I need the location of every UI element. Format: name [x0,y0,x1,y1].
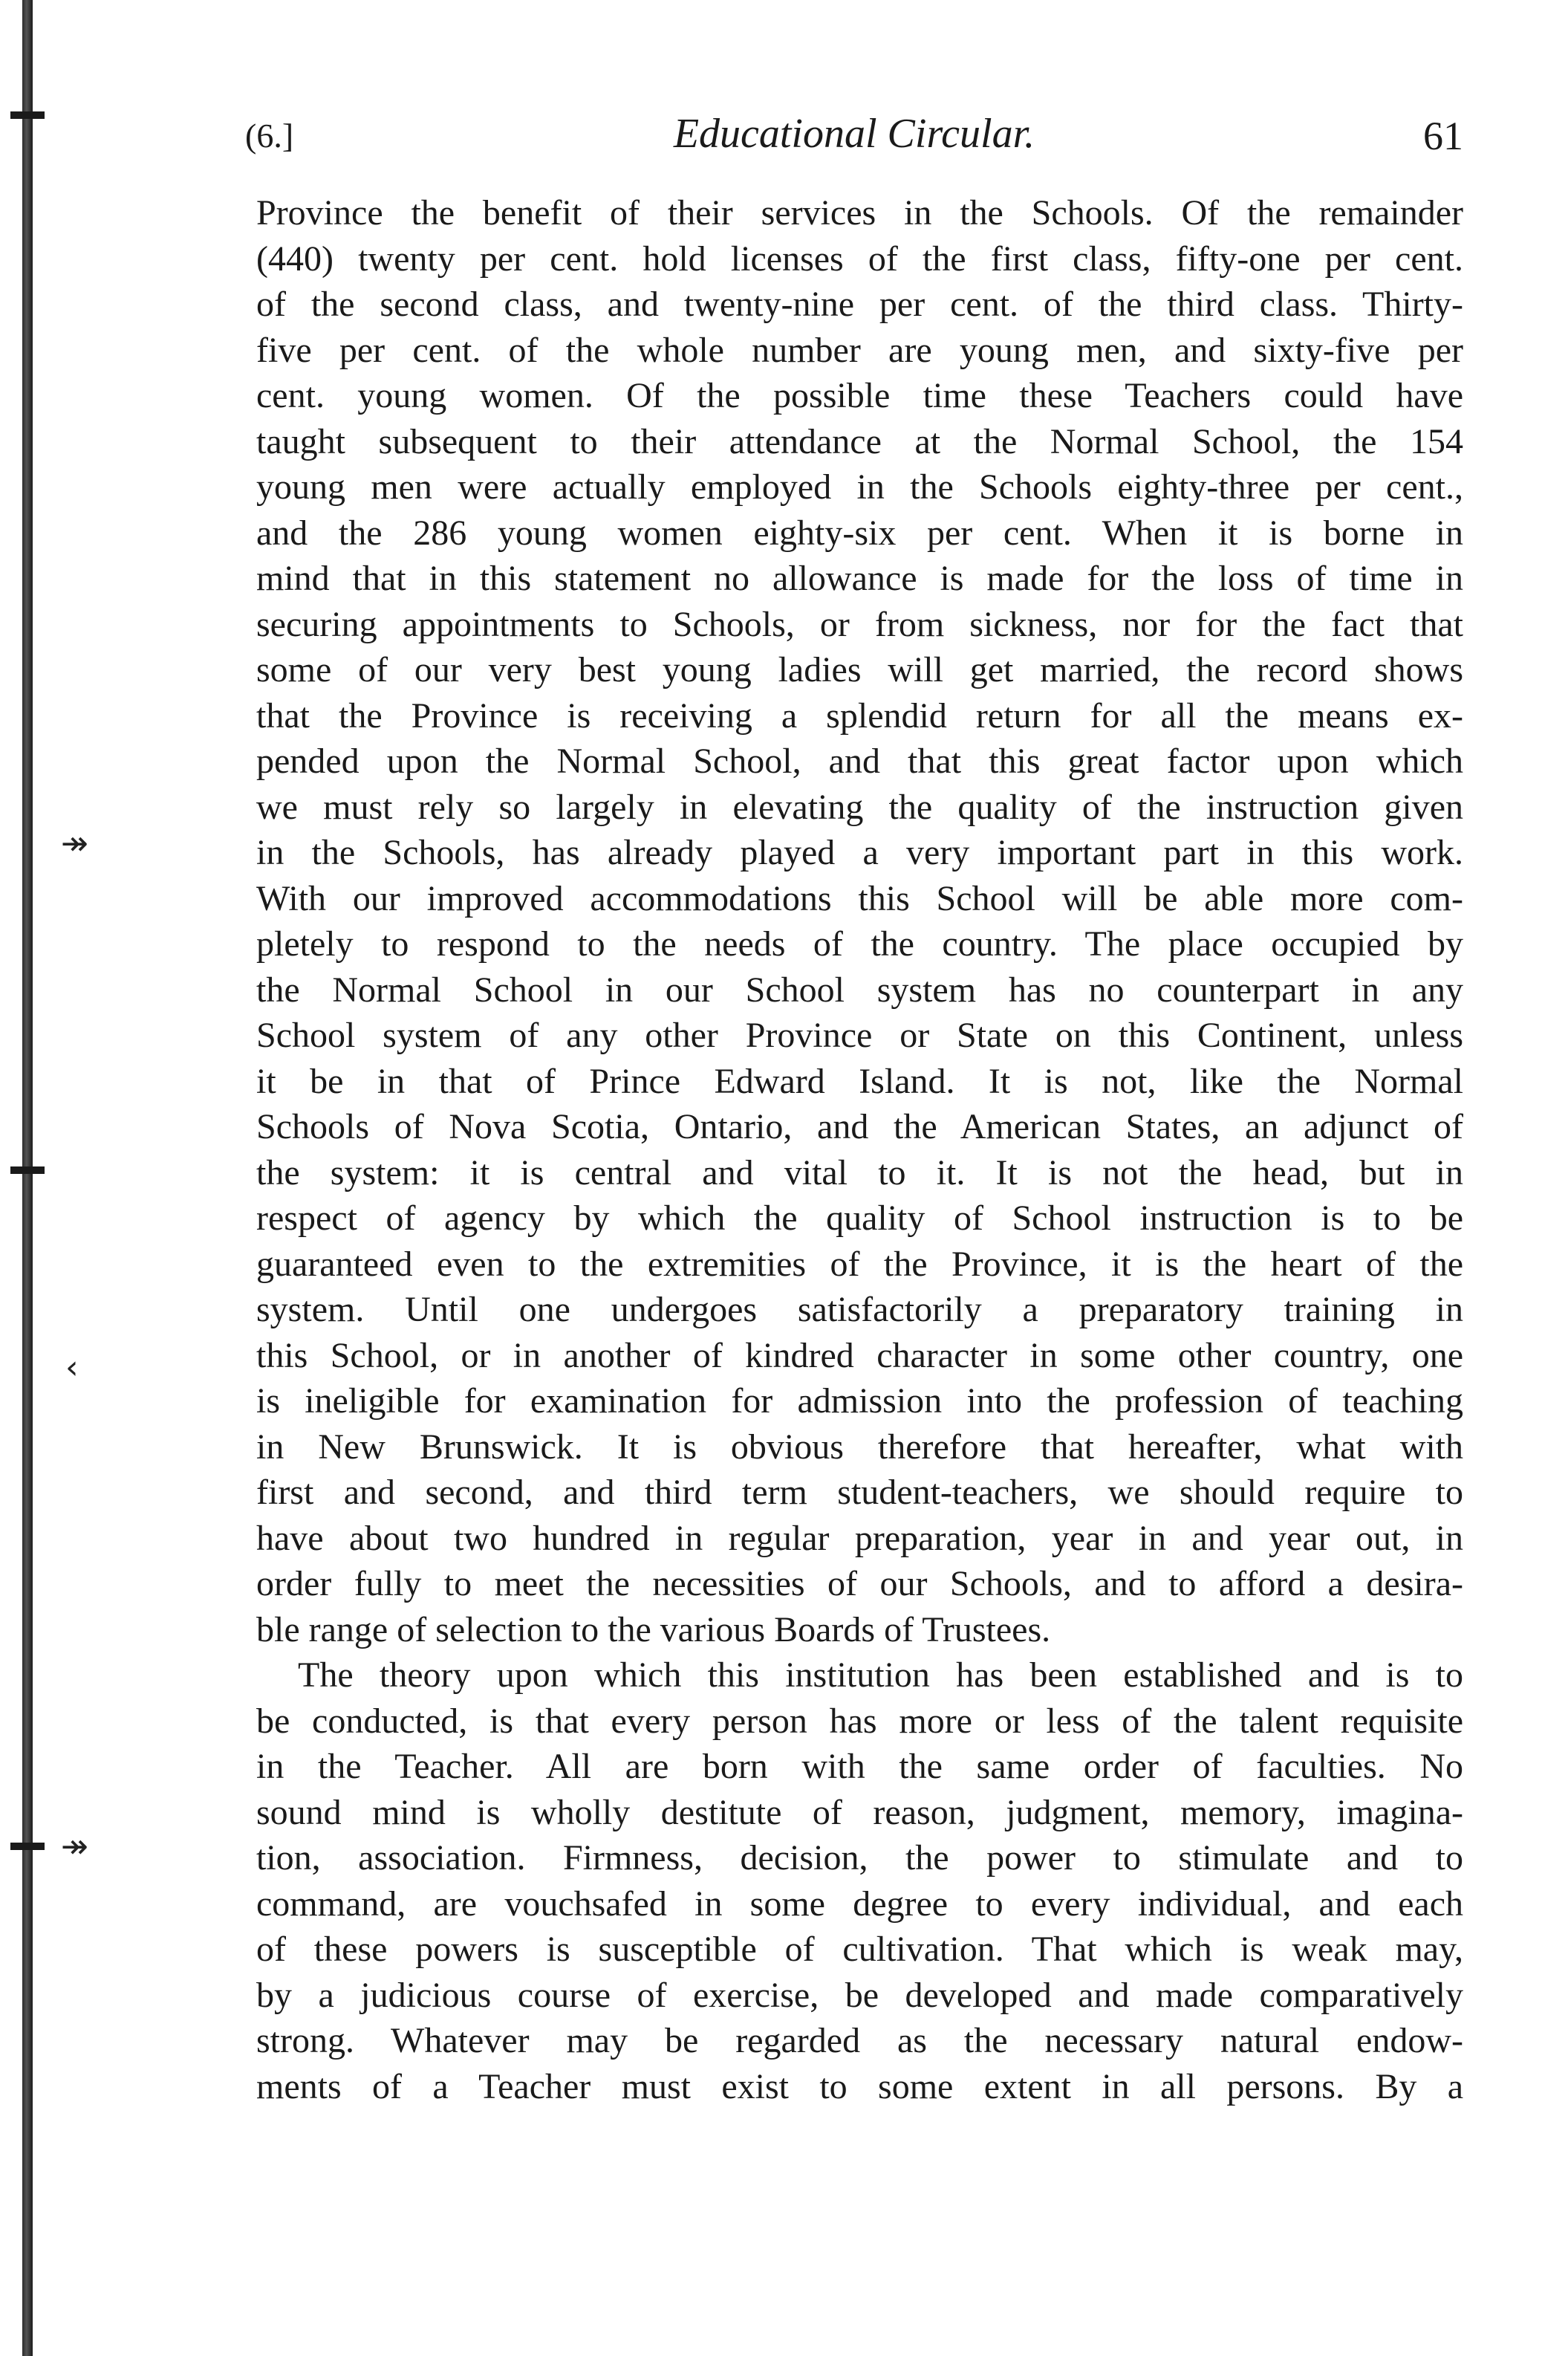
margin-arrow-icon: ‹ [65,1349,79,1386]
text-line: have about two hundred in regular preparation, year in and year out, in [256,1518,1463,1558]
text-line: School system of any other Province or State on this Continent, unless [256,1016,1463,1055]
text-line: taught subsequent to their attendance at the Normal School, the 154 [256,421,1463,461]
binding-tick-mark [10,1843,45,1850]
text-line: securing appointments to Schools, or from sickness, nor for the fact that [256,604,1463,644]
text-line: ments of a Teacher must exist to some extent in all persons. By a [256,2066,1463,2106]
text-line: it be in that of Prince Edward Island. It is not, like the Normal [256,1061,1463,1101]
text-line: first and second, and third term student-teachers, we should require to [256,1473,1463,1512]
text-line: strong. Whatever may be regarded as the necessary natural endow- [256,2021,1463,2060]
text-line: this School, or in another of kindred character in some other country, one [256,1335,1463,1375]
binding-tick-mark [10,1166,45,1174]
text-line: (440) twenty per cent. hold licenses of the first class, fifty-one per cent. [256,238,1463,279]
text-line: some of our very best young ladies will get married, the record shows [256,650,1463,689]
text-line: in the Schools, has already played a very important part in this work. [256,833,1463,872]
text-line: young men were actually employed in the Schools eighty-three per cent., [256,467,1463,507]
text-line: in New Brunswick. It is obvious therefore that hereafter, what with [256,1427,1463,1467]
text-line: The theory upon which this institution has been established and is to [298,1655,1463,1695]
running-header [245,110,1463,169]
page-number: 61 [1423,114,1463,158]
text-line: we must rely so largely in elevating the quality of the instruction given [256,787,1463,827]
text-line: five per cent. of the whole number are young men, and sixty-five per [256,330,1463,370]
text-line: of the second class, and twenty-nine per cent. of the third class. Thirty- [256,285,1463,324]
text-line: respect of agency by which the quality of School instruction is to be [256,1198,1463,1238]
text-line: tion, association. Firmness, decision, the power to stimulate and to [256,1838,1463,1878]
margin-arrow-icon: ↠ [61,1828,88,1866]
text-line: the Normal School in our School system has no counterpart in any [256,970,1463,1010]
text-line: in the Teacher. All are born with the same order of faculties. No [256,1747,1463,1786]
text-line: Province the benefit of their services in the Schools. Of the remainder [256,193,1463,233]
text-line: system. Until one undergoes satisfactorily a preparatory training in [256,1290,1463,1329]
section-number: (6.] [245,117,294,155]
text-line: be conducted, is that every person has more or less of the talent requisite [256,1701,1463,1741]
text-line: order fully to meet the necessities of our Schools, and to afford a desira- [256,1564,1463,1603]
binding-tick-mark [10,111,45,119]
text-line: the system: it is central and vital to it. It is not the head, but in [256,1152,1463,1192]
margin-arrow-icon: ↠ [61,825,88,863]
text-line: and the 286 young women eighty-six per cent. When it is borne in [256,513,1463,553]
text-line: mind that in this statement no allowance is made for the loss of time in [256,559,1463,598]
running-title: Educational Circular. [673,111,1035,157]
text-line: pletely to respond to the needs of the country. The place occupied by [256,924,1463,964]
body-text [256,190,1463,2109]
text-line: pended upon the Normal School, and that this great factor upon which [256,741,1463,781]
text-line: sound mind is wholly destitute of reason, judgment, memory, imagina- [256,1792,1463,1832]
text-line: by a judicious course of exercise, be developed and made comparatively [256,1975,1463,2015]
text-line: guaranteed even to the extremities of the Province, it is the heart of the [256,1244,1463,1284]
text-line: Schools of Nova Scotia, Ontario, and the American States, an adjunct of [256,1107,1463,1146]
text-line: With our improved accommodations this School will be able more com- [256,878,1463,918]
text-line: is ineligible for examination for admission into the profession of teaching [256,1381,1463,1421]
text-line: that the Province is receiving a splendid return for all the means ex- [256,695,1463,736]
text-line: of these powers is susceptible of cultivation. That which is weak may, [256,1930,1463,1969]
text-line: command, are vouchsafed in some degree to every individual, and each [256,1883,1463,1924]
text-line: cent. young women. Of the possible time these Teachers could have [256,376,1463,415]
book-binding-edge [22,0,33,2356]
text-line: ble range of selection to the various Boards of Trustees. [256,1609,1051,1649]
